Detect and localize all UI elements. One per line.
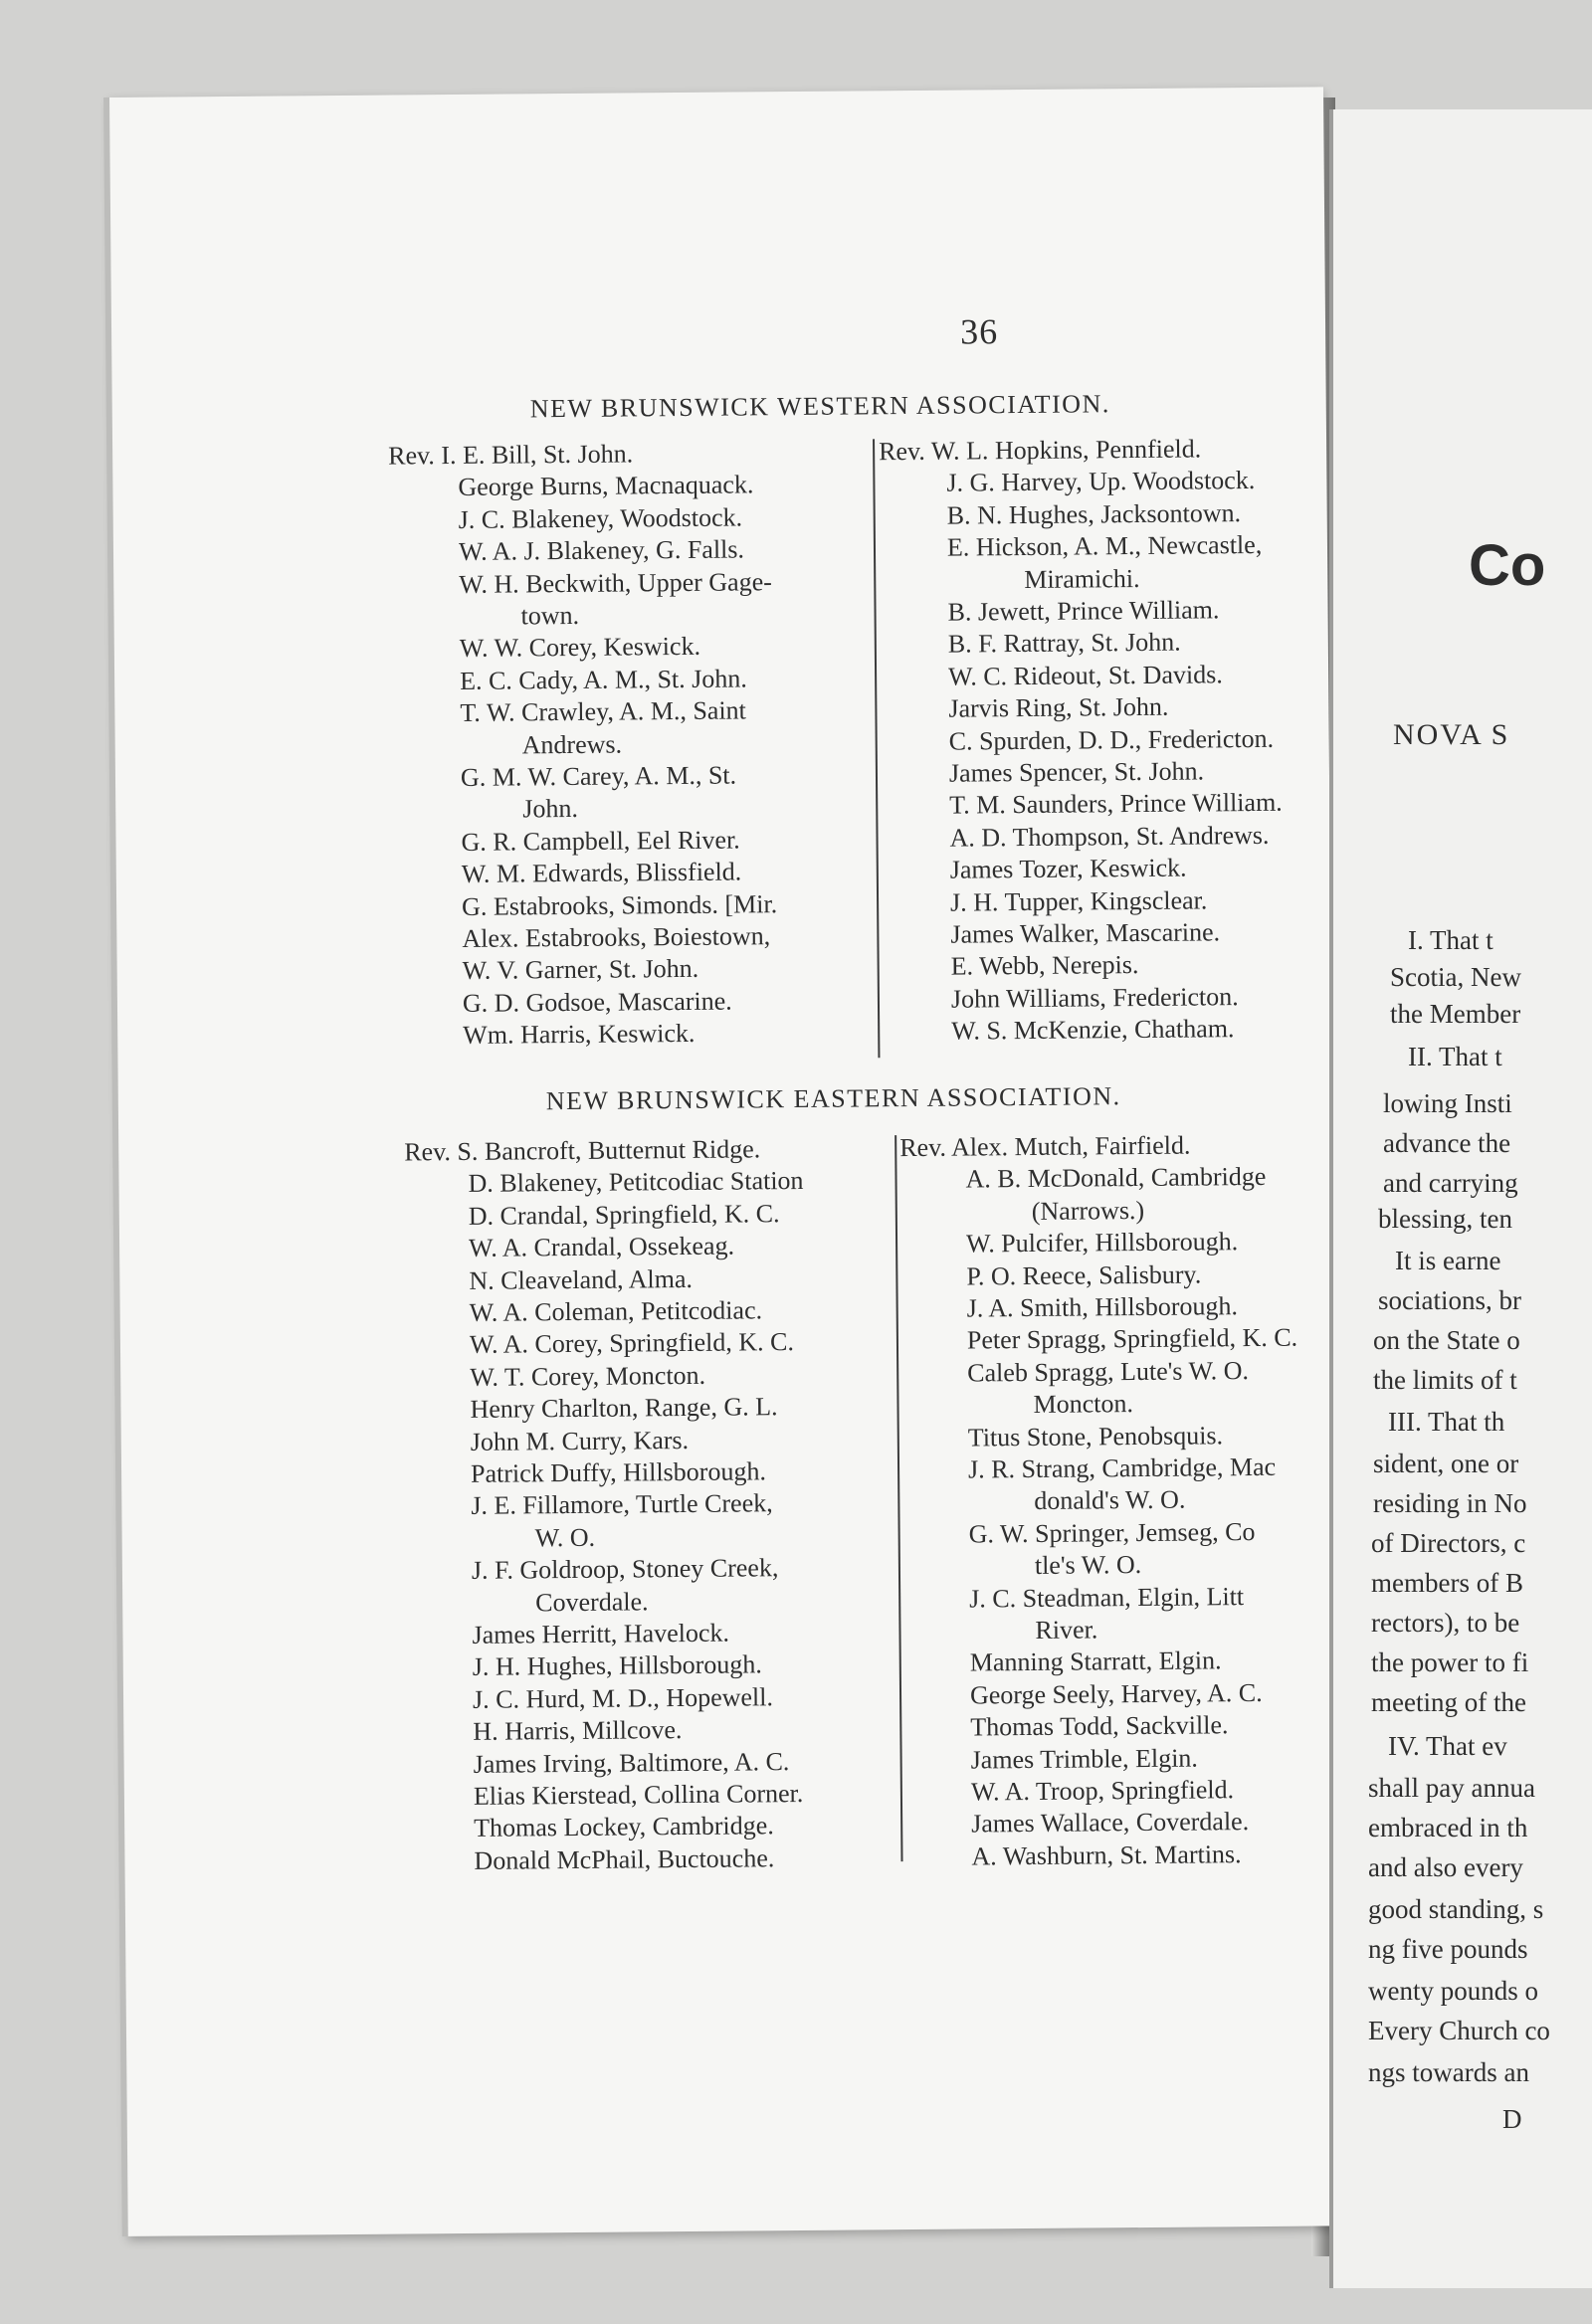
entry-line: D. Blakeney, Petitcodiac Station [468,1166,804,1199]
entry-line: James Spencer, St. John. [948,756,1205,788]
entry-line: W. A. Crandal, Ossekeag. [468,1231,735,1263]
page-number: 36 [959,311,999,352]
entry-line: G. W. Springer, Jemseg, Co [968,1516,1256,1549]
entry-line: Rev. W. L. Hopkins, Pennfield. [879,434,1202,467]
facing-page-line: and carrying [1383,1168,1518,1198]
entry-line: Patrick Duffy, Hillsborough. [470,1456,767,1488]
entry-line: Moncton. [1033,1389,1134,1420]
eastern-column-rule [895,1135,902,1861]
entry-line: G. M. W. Carey, A. M., St. [460,760,737,792]
entry-line: Donald McPhail, Buctouche. [474,1843,775,1875]
entry-line: donald's W. O. [1034,1485,1186,1516]
entry-line: Rev. Alex. Mutch, Fairfield. [899,1130,1191,1163]
facing-page-line: the Member [1390,999,1521,1029]
western-column-rule [873,439,880,1058]
entry-line: W. Pulcifer, Hillsborough. [965,1227,1239,1259]
facing-page-line: Scotia, New [1390,962,1521,992]
facing-page-line: good standing, s [1368,1894,1544,1924]
entry-line: A. B. McDonald, Cambridge [965,1162,1267,1194]
entry-line: River. [1035,1615,1098,1645]
entry-line: J. G. Harvey, Up. Woodstock. [946,466,1256,498]
entry-line: James Irving, Baltimore, A. C. [473,1746,790,1779]
entry-line: D. Crandal, Springfield, K. C. [468,1198,780,1231]
entry-line: Rev. S. Bancroft, Butternut Ridge. [404,1134,761,1167]
entry-line: B. Jewett, Prince William. [947,595,1220,627]
left-page [109,87,1342,2236]
western-association-heading: NEW BRUNSWICK WESTERN ASSOCIATION. [529,389,1110,424]
entry-line: J. E. Fillamore, Turtle Creek, [471,1488,773,1521]
entry-line: Thomas Todd, Sackville. [970,1710,1229,1742]
facing-page-line: I. That t [1408,925,1493,955]
entry-line: W. V. Garner, St. John. [462,954,699,986]
facing-page-line: embraced in th [1368,1813,1528,1842]
entry-line: James Wallace, Coverdale. [971,1807,1250,1839]
entry-line: Andrews. [521,729,623,759]
facing-page-line: the power to fi [1371,1647,1529,1677]
entry-line: W. T. Corey, Moncton. [470,1360,706,1392]
entry-line: J. R. Strang, Cambridge, Mac [967,1452,1277,1484]
entry-line: Caleb Spragg, Lute's W. O. [967,1355,1250,1388]
entry-line: Rev. I. E. Bill, St. John. [388,439,634,471]
facing-page-line: Every Church co [1368,2016,1550,2045]
entry-line: James Trimble, Elgin. [970,1743,1198,1775]
entry-line: town. [520,600,580,631]
entry-line: A. D. Thompson, St. Andrews. [949,820,1270,853]
entry-line: John. [522,794,579,824]
entry-line: James Tozer, Keswick. [949,853,1187,884]
entry-line: B. N. Hughes, Jacksontown. [946,497,1242,530]
eastern-association-heading: NEW BRUNSWICK EASTERN ASSOCIATION. [545,1081,1121,1116]
facing-page-line: on the State o [1373,1325,1520,1355]
entry-line: Titus Stone, Penobsquis. [967,1420,1224,1452]
entry-line: G. R. Campbell, Eel River. [461,825,740,857]
facing-page-line: blessing, ten [1378,1204,1512,1234]
entry-line: J. C. Steadman, Elgin, Litt [969,1581,1245,1614]
entry-line: James Walker, Mascarine. [950,917,1221,949]
entry-line: Peter Spragg, Springfield, K. C. [966,1323,1298,1355]
facing-page-line: and also every [1368,1852,1523,1882]
entry-line: E. Hickson, A. M., Newcastle, [946,530,1263,562]
entry-line: W. O. [534,1522,596,1553]
entry-line: Alex. Estabrooks, Boiestown, [462,921,771,953]
entry-line: B. F. Rattray, St. John. [947,628,1181,660]
facing-page-line: III. That th [1388,1407,1505,1437]
entry-line: T. M. Saunders, Prince William. [949,788,1283,821]
facing-page-line: sociations, br [1378,1285,1521,1315]
entry-line: C. Spurden, D. D., Fredericton. [948,723,1275,756]
entry-line: E. Webb, Nerepis. [950,950,1139,982]
entry-line: J. H. Tupper, Kingsclear. [949,884,1208,917]
entry-line: G. D. Godsoe, Mascarine. [462,986,732,1018]
entry-line: J. H. Hughes, Hillsborough. [472,1649,762,1682]
entry-line: W. C. Rideout, St. Davids. [947,660,1223,691]
entry-line: Thomas Lockey, Cambridge. [474,1811,774,1843]
facing-page-line: It is earne [1395,1246,1501,1275]
entry-line: W. A. Coleman, Petitcodiac. [469,1295,763,1327]
entry-line: Miramichi. [1024,563,1140,594]
entry-line: Jarvis Ring, St. John. [948,691,1169,723]
entry-line: John M. Curry, Kars. [470,1425,690,1456]
facing-page-line: sident, one or [1373,1449,1519,1478]
entry-line: W. A. Corey, Springfield, K. C. [469,1327,795,1360]
entry-line: James Herritt, Havelock. [472,1618,730,1649]
entry-line: P. O. Reece, Salisbury. [966,1259,1202,1291]
entry-line: W. A. Troop, Springfield. [970,1775,1235,1807]
facing-page-line: of Directors, c [1371,1528,1526,1558]
entry-line: W. M. Edwards, Blissfield. [461,857,742,889]
facing-page-line: IV. That ev [1388,1731,1507,1761]
entry-line: J. C. Hurd, M. D., Hopewell. [472,1682,774,1714]
facing-page-line: the limits of t [1373,1365,1517,1395]
entry-line: J. F. Goldroop, Stoney Creek, [471,1553,779,1586]
facing-page-line: wenty pounds o [1368,1976,1538,2006]
entry-line: (Narrows.) [1031,1195,1145,1226]
facing-page-line: II. That t [1408,1042,1502,1071]
entry-line: George Burns, Macnaquack. [458,470,754,502]
entry-line: H. Harris, Millcove. [473,1715,683,1747]
facing-page-line: shall pay annua [1368,1773,1535,1803]
entry-line: John Williams, Fredericton. [950,981,1239,1014]
entry-line: Elias Kierstead, Collina Corner. [473,1778,804,1811]
facing-page [1329,109,1592,2288]
facing-page-line: rectors), to be [1371,1608,1520,1638]
facing-page-line: advance the [1383,1128,1511,1158]
facing-page-line: ngs towards an [1368,2057,1529,2087]
facing-page-line: residing in No [1373,1488,1527,1518]
entry-line: W. H. Beckwith, Upper Gage- [459,566,772,599]
entry-line: Manning Starratt, Elgin. [969,1646,1222,1677]
entry-line: Coverdale. [535,1586,649,1617]
entry-line: Henry Charlton, Range, G. L. [470,1392,778,1425]
entry-line: J. C. Blakeney, Woodstock. [458,502,743,534]
entry-line: G. Estabrooks, Simonds. [Mir. [461,888,778,921]
facing-page-line: meeting of the [1371,1687,1526,1717]
facing-page-line: lowing Insti [1383,1088,1512,1118]
entry-line: tle's W. O. [1034,1550,1142,1581]
facing-page-title: Co [1469,533,1546,598]
facing-page-line: ng five pounds [1368,1934,1528,1964]
entry-line: W. W. Corey, Keswick. [459,632,701,664]
facing-page-subtitle: NOVA S [1393,718,1510,751]
entry-line: W. S. McKenzie, Chatham. [951,1014,1235,1046]
entry-line: George Seely, Harvey, A. C. [969,1677,1263,1710]
entry-line: E. C. Cady, A. M., St. John. [460,664,747,695]
entry-line: J. A. Smith, Hillsborough. [966,1291,1239,1323]
entry-line: W. A. J. Blakeney, G. Falls. [458,534,745,567]
entry-line: A. Washburn, St. Martins. [971,1839,1242,1871]
facing-page-line: D [1502,2104,1522,2134]
entry-line: N. Cleaveland, Alma. [469,1263,694,1295]
entry-line: Wm. Harris, Keswick. [463,1019,696,1051]
entry-line: T. W. Crawley, A. M., Saint [460,695,746,728]
facing-page-line: members of B [1371,1568,1523,1598]
